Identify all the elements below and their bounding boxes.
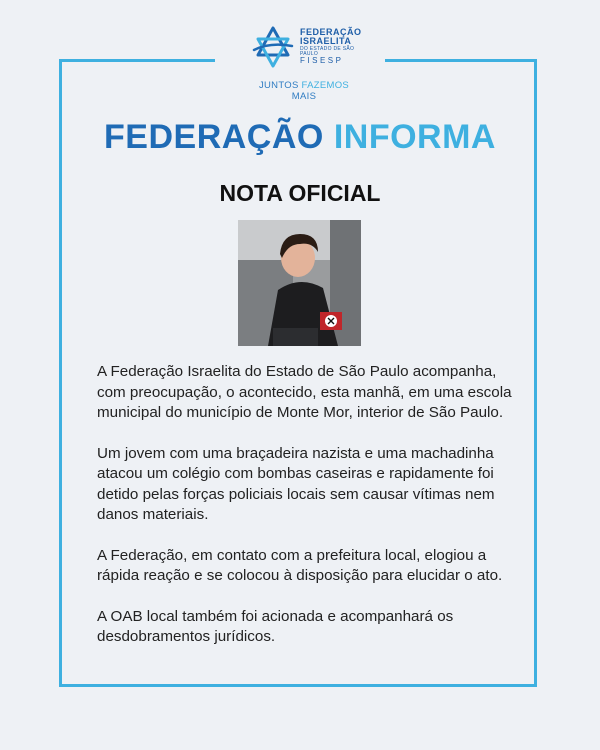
paragraph-4: A OAB local também foi acionada e acompanhará os desdobramentos jurídicos. (97, 607, 454, 645)
fisesp-logo (248, 22, 362, 102)
tagline-part2: MAIS (291, 91, 317, 102)
headline-part2: INFORMA (333, 118, 496, 156)
logo-name-line1: FEDERAÇÃO (300, 27, 362, 37)
subhead: NOTA OFICIAL (219, 180, 381, 206)
star-of-david-logo-icon (248, 22, 298, 72)
logo-name-line4: FISESP (300, 56, 344, 66)
paragraph-3: A Federação, em contato com a prefeitura local, elogiou a rápida reação e se colocou à disposição para elucidar o ato. (97, 546, 503, 584)
logo-wordmark (300, 28, 360, 66)
headline (60, 118, 540, 157)
photo-illustration (238, 220, 361, 346)
paragraph-1: A Federação Israelita do Estado de São Paulo acompanha, com preocupação, o acontecido, esta manhã, em uma escola municipal do município de Monte Mor, interior de São Paulo. (97, 363, 512, 421)
logo-tagline (248, 80, 360, 102)
logo-name-line3: DO ESTADO DE SÃO PAULO (300, 45, 355, 58)
tagline-highlight: FAZEMOS (301, 80, 350, 91)
logo-name-line2: ISRAELITA (300, 36, 352, 47)
headline-part1: FEDERAÇÃO (104, 118, 324, 156)
news-photo (238, 220, 361, 346)
tagline-part1: JUNTOS (258, 80, 302, 91)
official-note-body (97, 362, 527, 668)
paragraph-2: Um jovem com uma braçadeira nazista e uma machadinha atacou um colégio com bombas caseiras e rapidamente foi detido pelas forças policiais locais sem causar vítimas nem danos materiais. (97, 444, 495, 523)
